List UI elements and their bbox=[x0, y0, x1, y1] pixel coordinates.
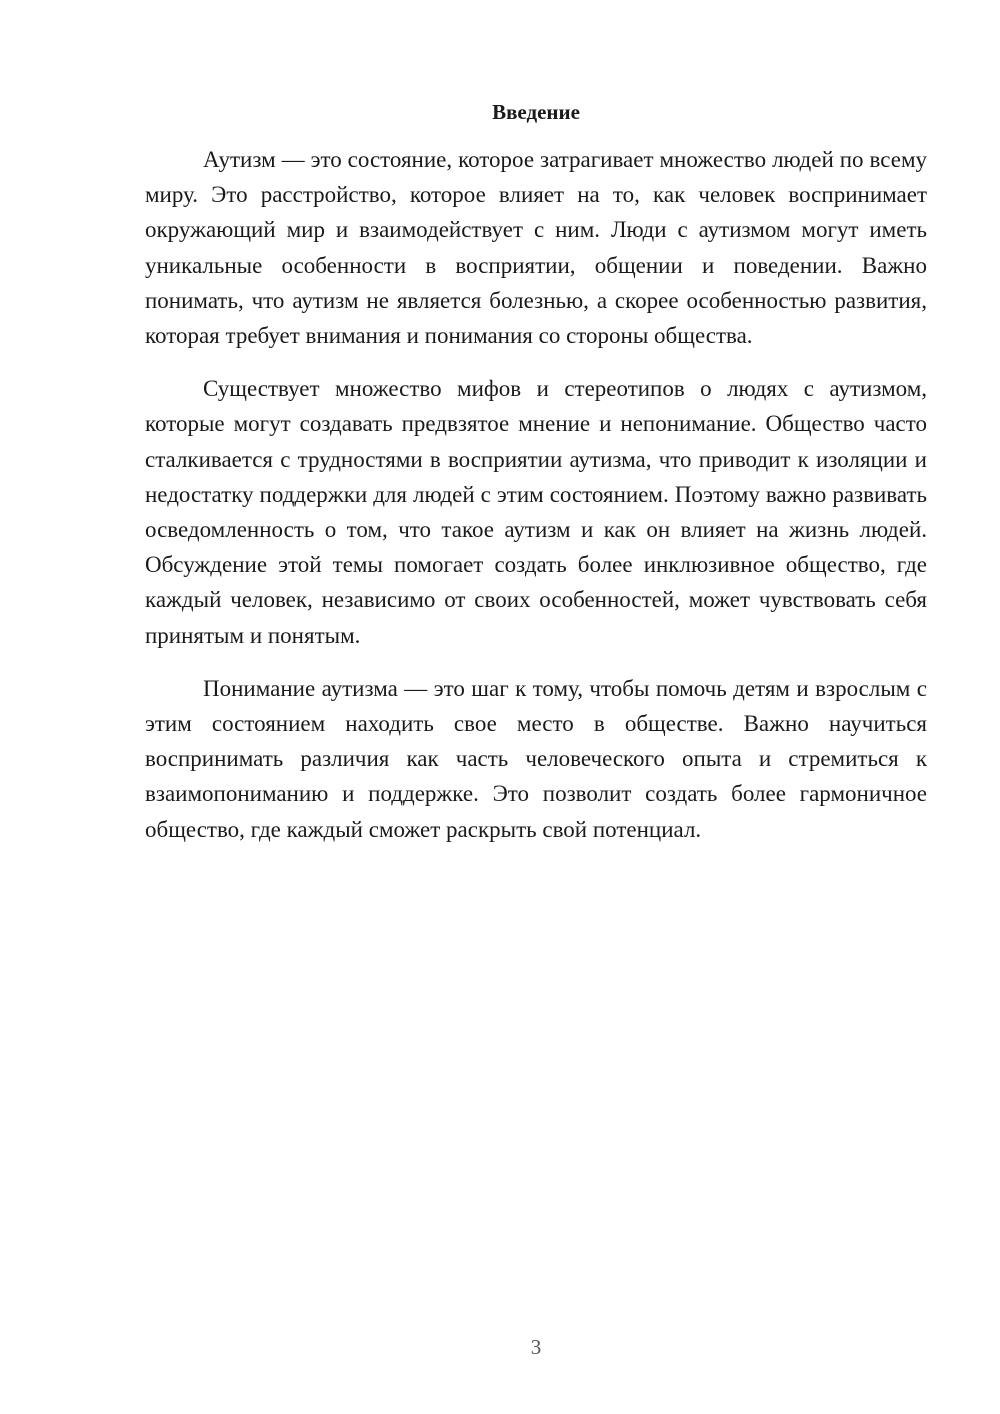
paragraph-1: Аутизм — это состояние, которое затрагивает множество людей по всему миру. Это расстройство, которое влияет на то, как человек воспринимает окружающий мир и взаимодействует с ним. Люди с аутизмом могут иметь уникальные особенности в восприятии, общении и поведении. Важно понимать, что аутизм не является болезнью, а скорее особенностью развития, которая требует внимания и понимания со стороны общества. bbox=[145, 147, 927, 349]
body-text bbox=[145, 142, 927, 865]
page-number: 3 bbox=[530, 1335, 542, 1359]
paragraph-3: Понимание аутизма — это шаг к тому, чтобы помочь детям и взрослым с этим состоянием находить свое место в обществе. Важно научиться воспринимать различия как часть человеческого опыта и стремиться к взаимопониманию и поддержке. Это позволит создать более гармоничное общество, где каждый сможет раскрыть свой потенциал. bbox=[145, 675, 927, 842]
section-title: Введение bbox=[492, 100, 580, 124]
paragraph-2: Существует множество мифов и стереотипов о людях с аутизмом, которые могут создавать предвзятое мнение и непонимание. Общество часто сталкивается с трудностями в восприятии аутизма, что приводит к изоляции и недостатку поддержки для людей с этим состоянием. Поэтому важно развивать осведомленность о том, что такое аутизм и как он влияет на жизнь людей. Обсуждение этой темы помогает создать более инклюзивное общество, где каждый человек, независимо от своих особенностей, может чувствовать себя принятым и понятым. bbox=[145, 376, 927, 648]
